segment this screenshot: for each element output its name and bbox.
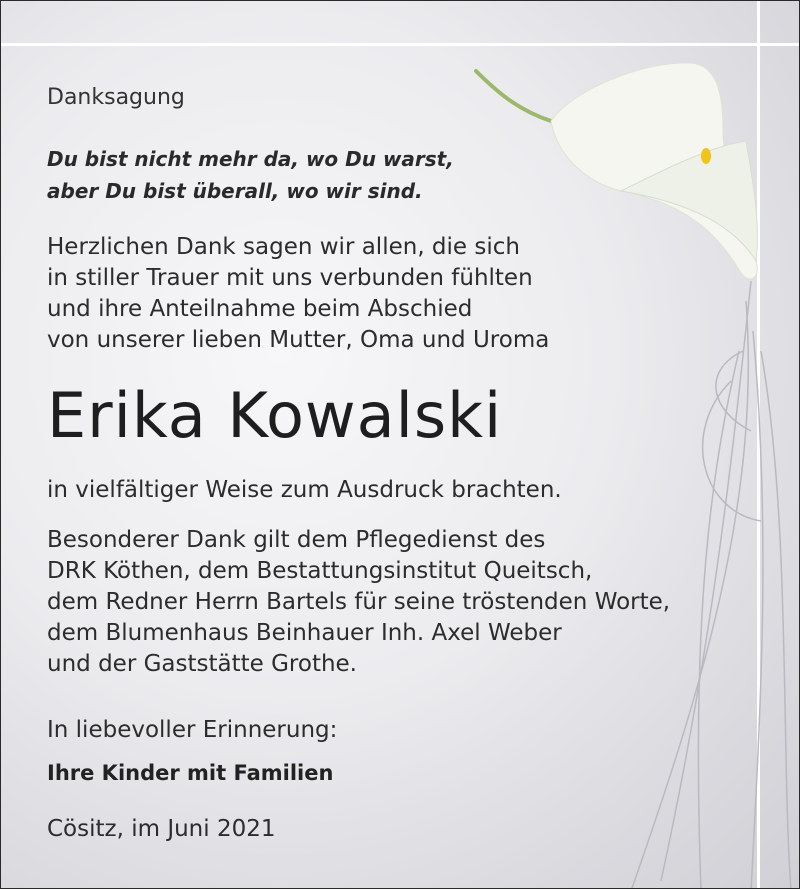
- stamen: [701, 148, 711, 164]
- place-date: Cösitz, im Juni 2021: [47, 816, 276, 842]
- intro-line-4: von unserer lieben Mutter, Oma und Uroma: [47, 327, 550, 353]
- calla-lily-illustration: [461, 51, 800, 889]
- frame-line-horizontal: [1, 43, 799, 46]
- signature: Ihre Kinder mit Familien: [47, 761, 334, 785]
- intro-line-2: in stiller Trauer mit uns verbunden fühlten: [47, 265, 533, 291]
- quote-line-2: aber Du bist überall, wo wir sind.: [47, 179, 423, 203]
- thanks-line-3: dem Redner Herrn Bartels für seine tröstenden Worte,: [47, 589, 671, 615]
- thanks-line-2: DRK Köthen, dem Bestattungsinstitut Queitsch,: [47, 558, 593, 584]
- after-name-line: in vielfältiger Weise zum Ausdruck brachten.: [47, 477, 562, 503]
- quote-line-1: Du bist nicht mehr da, wo Du warst,: [47, 147, 454, 171]
- closing-line: In liebevoller Erinnerung:: [47, 717, 338, 743]
- thanks-line-1: Besonderer Dank gilt dem Pflegedienst des: [47, 527, 546, 553]
- heading: Danksagung: [47, 85, 185, 110]
- thanks-line-4: dem Blumenhaus Beinhauer Inh. Axel Weber: [47, 620, 562, 646]
- deceased-name: Erika Kowalski: [47, 379, 503, 452]
- intro-line-1: Herzlichen Dank sagen wir allen, die sich: [47, 234, 520, 260]
- thanks-line-5: und der Gaststätte Grothe.: [47, 651, 357, 677]
- intro-line-3: und ihre Anteilnahme beim Abschied: [47, 296, 473, 322]
